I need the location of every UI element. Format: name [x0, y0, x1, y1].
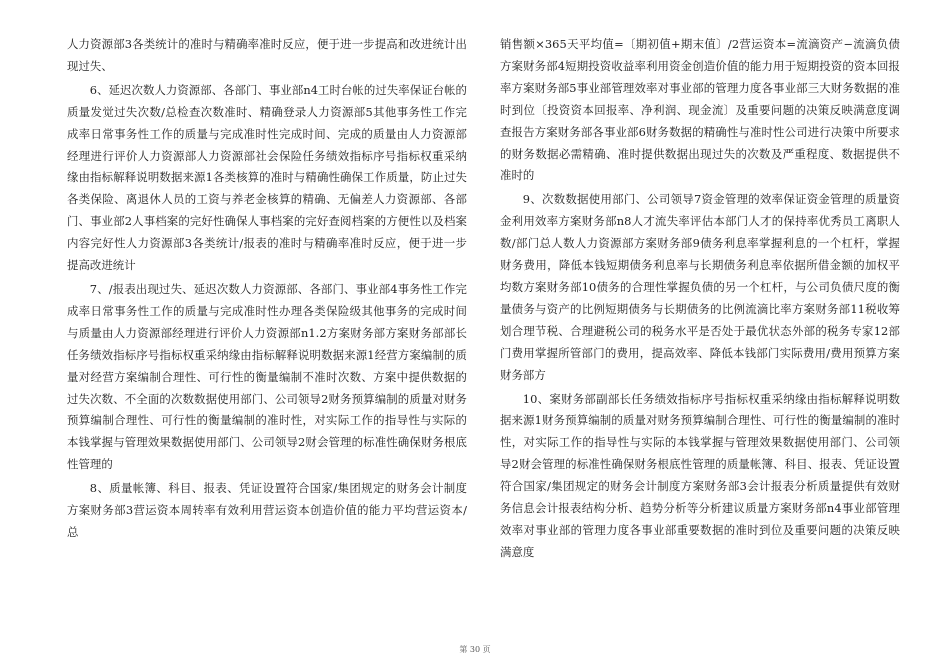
left-paragraph-4: 8、质量帐簿、科目、报表、凭证设置符合国家/集团规定的财务会计制度方案财务部3营运资本周转率有效利用营运资本创造价值的能力平均营运资本/总: [67, 481, 467, 539]
left-paragraph-2: 6、延迟次数人力资源部、各部门、事业部n4工时台帐的过失率保证台帐的质量发觉过失次数/总检查次数准时、精确登录人力资源部5其他事务性工作完成率日常事务性工作的质量与完成准时性完成时间、完成的质量由人力资源部经理进行评价人力资源部人力资源部社会保险任务绩效指标序号指标权重采纳缘由指标解释说明数据来源1各类核算的准时与精确性确保工作质量，防止过失各类保险、离退休人员的工资与养老金核算的精确、无偏差人力资源部、各部门、事业部2人事档案的完好性确保人事档案的完好查阅档案的方便性以及档案内容完好性人力资源部3各类统计/报表的准时与精确率准时反应，便于进一步提高改进统计: [67, 82, 467, 273]
page-number: 第 30 页: [459, 645, 491, 654]
right-paragraph-3: 10、案财务部副部长任务绩效指标序号指标权重采纳缘由指标解释说明数据来源1财务预算编制的质量对财务预算编制合理性、可行性的衡量编制的准时性，对实际工作的指导性与实际的本钱掌握与管理效果数据使用部门、公司领导2财会管理的标准性确保财务根底性管理的质量帐簿、科目、报表、凭证设置符合国家/集团规定的财务会计制度方案财务部3会计报表分析质量提供有效财务信息会计报表结构分析、趋势分析等分析建议质量方案财务部n4事业部管理效率对事业部的管理力度各事业部重要数据的准时到位及重要问题的决策反映满意度: [500, 391, 900, 559]
right-paragraph-2: 9、次数数据使用部门、公司领导7资金管理的效率保证资金管理的质量资金利用效率方案财务部n8人才流失率评估本部门人才的保持率优秀员工离职人数/部门总人数人力资源部方案财务部9债务利息率掌握利息的一个杠杆，掌握财务费用，降低本钱短期债务利息率与长期债务利息率依据所借金额的加权平均数方案财务部10债务的合理性掌握负债的另一个杠杆，与公司负债尺度的衡量债务与资产的比例短期债务与长期债务的比例流滴比率方案财务部11税收筹划合理节税、合理避税公司的税务水平是否处于最优状态外部的税务专家12部门费用掌握所管部门的费用，提高效率、降低本钱部门实际费用/费用预算方案财务部方: [500, 192, 900, 382]
left-paragraph-1: 人力资源部3各类统计的准时与精确率准时反应，便于进一步提高和改进统计出现过失、: [67, 37, 467, 73]
right-column: [500, 34, 900, 566]
right-paragraph-1: 销售额×365天平均值=〔期初值+期末值〕/2营运资本=流滴资产−流滴负债方案财务部4短期投资收益率利用资金创造价值的能力用于短期投资的资本回报率方案财务部5事业部管理效率对事业部的管理力度各事业部三大财务数据的准时到位〔投资资本回报率、净利润、现金流〕及重要问题的决策反映满意度调查报告方案财务部各事业部6财务数据的精确性与准时性公司进行决策中所要求的财务数据必需精确、准时提供数据出现过失的次数及严重程度、数据提供不准时的: [500, 37, 900, 183]
left-paragraph-3: 7、/报表出现过失、延迟次数人力资源部、各部门、事业部4事务性工作完成率日常事务性工作的质量与完成准时性办理各类保险级其他事务的完成时间与质量由人力资源部经理进行评价人力资源部n1.2方案财务部方案财务部部长任务绩效指标序号指标权重采纳缘由指标解释说明数据来源1经营方案编制的质量对经营方案编制合理性、可行性的衡量编制不准时次数、方案中提供数据的过失次数、不全面的次数数据使用部门、公司领导2财务预算编制的质量对财务预算编制合理性、可行性的衡量编制的准时性，对实际工作的指导性与实际的本钱掌握与管理效果数据使用部门、公司领导2财会管理的标准性确保财务根底性管理的: [67, 281, 467, 472]
left-column: [67, 34, 467, 546]
